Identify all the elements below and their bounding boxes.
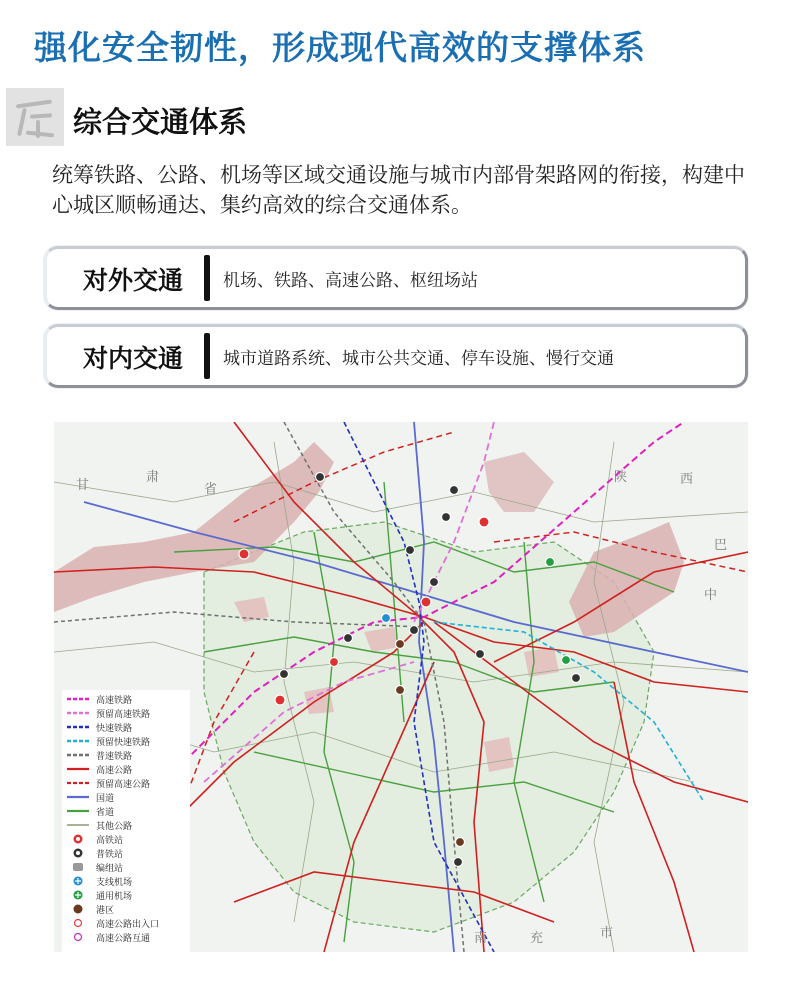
logo — [6, 88, 64, 146]
legend-item: 其他公路 — [66, 820, 190, 834]
reserved-fast-rail-line-icon — [66, 736, 90, 746]
region-label-nan: 南 — [474, 931, 488, 946]
section-title: 综合交通体系 — [73, 105, 248, 139]
card-divider — [204, 255, 210, 301]
high-speed-rail-line-icon — [66, 694, 90, 704]
interchange-icon — [66, 932, 90, 942]
legend-item: 普速铁路 — [66, 750, 190, 764]
expressway-exit-icon — [66, 918, 90, 928]
section-description: 统筹铁路、公路、机场等区域交通设施与城市内部骨架路网的衔接，构建中心城区顺畅通达、集约高效的综合交通体系。 — [52, 163, 745, 217]
legend-item: 编组站 — [66, 862, 190, 876]
fast-rail-line-icon — [66, 722, 90, 732]
card-text: 城市道路系统、城市公共交通、停车设施、慢行交通 — [223, 349, 614, 369]
rail-station-icon — [66, 848, 90, 858]
expressway-line-icon — [66, 764, 90, 774]
hsr-station-icon — [66, 834, 90, 844]
legend-item: 普铁站 — [66, 848, 190, 862]
legend-item: 高速公路互通 — [66, 932, 190, 946]
external-transport-card — [44, 246, 748, 310]
page-title: 强化安全韧性，形成现代高效的支撑体系 — [34, 28, 646, 67]
card-text: 机场、铁路、高速公路、枢纽场站 — [223, 271, 478, 291]
legend-item: 高速铁路 — [66, 694, 190, 708]
legend-item: 预留快速铁路 — [66, 736, 190, 750]
legend-item: 国道 — [66, 792, 190, 806]
legend-item: 省道 — [66, 806, 190, 820]
region-label-su: 肃 — [146, 470, 160, 485]
internal-transport-card — [44, 324, 748, 388]
card-label: 对外交通 — [83, 266, 184, 295]
legend-item: 预留高速铁路 — [66, 708, 190, 722]
legend-item: 港区 — [66, 904, 190, 918]
national-road-line-icon — [66, 792, 90, 802]
legend-item: 高铁站 — [66, 834, 190, 848]
legend-item: 高速公路 — [66, 764, 190, 778]
legend-item: 支线机场 — [66, 876, 190, 890]
map-legend — [62, 690, 190, 952]
legend-item: 预留高速公路 — [66, 778, 190, 792]
marshalling-yard-icon — [66, 862, 90, 872]
region-label-sheng: 省 — [204, 482, 218, 497]
region-label-gan: 甘 — [76, 478, 90, 493]
general-rail-line-icon — [66, 750, 90, 760]
port-icon — [66, 904, 90, 914]
card-label: 对内交通 — [83, 344, 184, 373]
region-label-ba: 巴 — [714, 538, 728, 553]
region-label-shaan: 陕 — [614, 470, 628, 485]
region-label-zhong: 中 — [704, 588, 718, 603]
region-label-shi: 市 — [600, 926, 614, 941]
transport-map — [54, 422, 748, 952]
region-label-chong: 充 — [530, 931, 544, 946]
region-label-xi: 西 — [680, 472, 694, 487]
reserved-expressway-line-icon — [66, 778, 90, 788]
legend-item: 高速公路出入口 — [66, 918, 190, 932]
reserved-high-speed-rail-line-icon — [66, 708, 90, 718]
branch-airport-icon — [66, 876, 90, 886]
legend-item: 通用机场 — [66, 890, 190, 904]
legend-item: 快速铁路 — [66, 722, 190, 736]
other-road-line-icon — [66, 820, 90, 830]
provincial-road-line-icon — [66, 806, 90, 816]
card-divider — [204, 333, 210, 379]
general-airport-icon — [66, 890, 90, 900]
